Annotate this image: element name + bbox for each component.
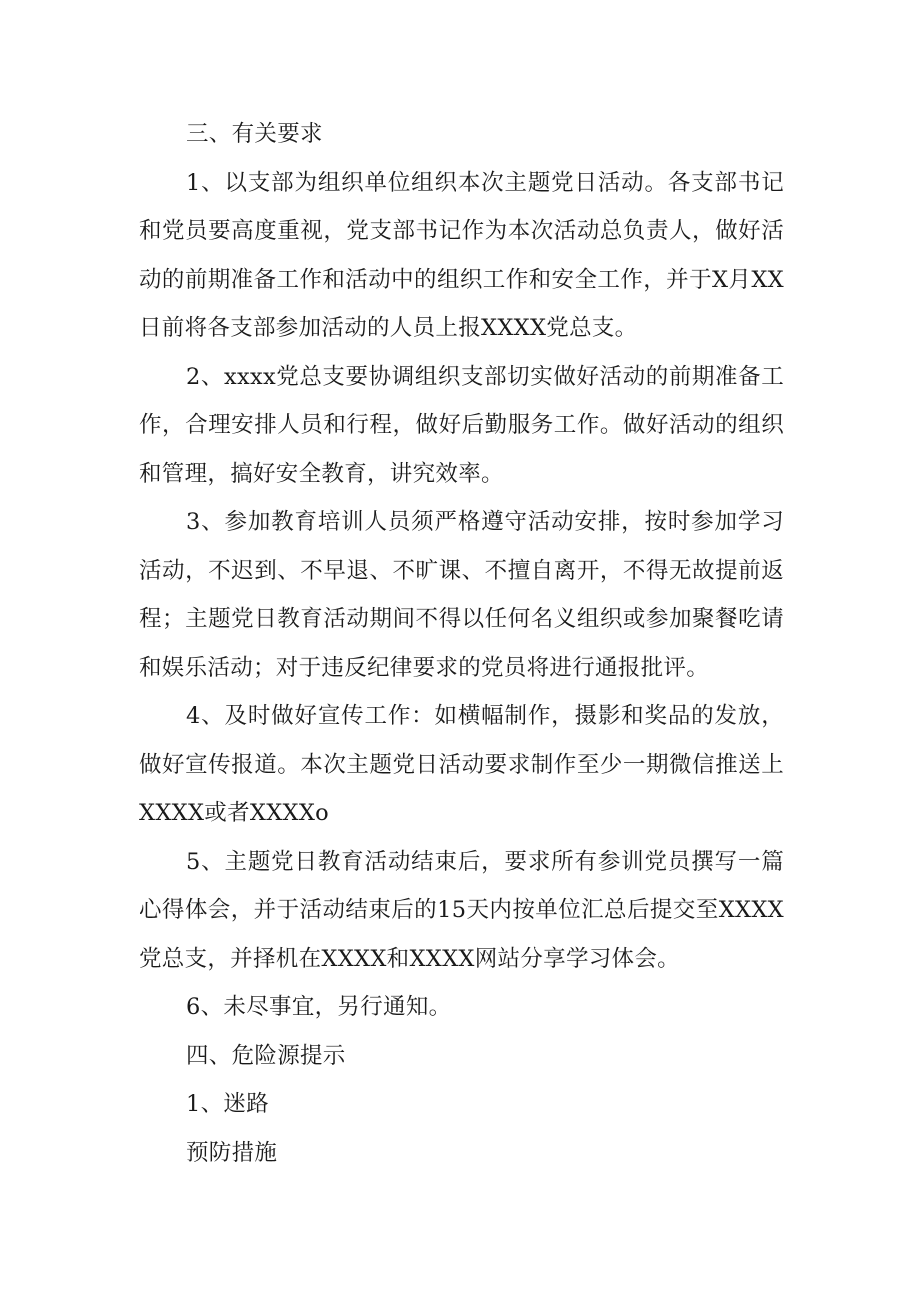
requirement-item-3: 3、参加教育培训人员须严格遵守活动安排，按时参加学习活动，不迟到、不早退、不旷课、不擅自离开，不得无故提前返程；主题党日教育活动期间不得以任何名义组织或参加聚餐吃请和娱乐活动；对于违反纪律要求的党员将进行通报批评。	[139, 509, 784, 681]
requirement-item-1: 1、以支部为组织单位组织本次主题党日活动。各支部书记和党员要高度重视，党支部书记作为本次活动总负责人，做好活动的前期准备工作和活动中的组织工作和安全工作，并于X月XX日前将各支部参加活动的人员上报XXXX党总支。	[139, 169, 784, 341]
requirement-item-6: 6、未尽事宜，另行通知。	[186, 994, 452, 1020]
hazard-item-1: 1、迷路	[186, 1091, 270, 1117]
section-heading-requirements: 三、有关要求	[186, 121, 323, 147]
requirement-item-2: 2、xxxx党总支要协调组织支部切实做好活动的前期准备工作，合理安排人员和行程，做好后勤服务工作。做好活动的组织和管理，搞好安全教育，讲究效率。	[139, 363, 784, 487]
document-body	[139, 110, 784, 1177]
prevention-measures-label: 预防措施	[186, 1139, 278, 1166]
requirement-item-5: 5、主题党日教育活动结束后，要求所有参训党员撰写一篇心得体会，并于活动结束后的15天内按单位汇总后提交至XXXX党总支，并择机在XXXX和XXXX网站分享学习体会。	[139, 848, 784, 972]
section-heading-hazards: 四、危险源提示	[186, 1042, 346, 1069]
requirement-item-4: 4、及时做好宣传工作：如横幅制作，摄影和奖品的发放，做好宣传报道。本次主题党日活动要求制作至少一期微信推送上XXXX或者XXXXo	[139, 703, 784, 826]
